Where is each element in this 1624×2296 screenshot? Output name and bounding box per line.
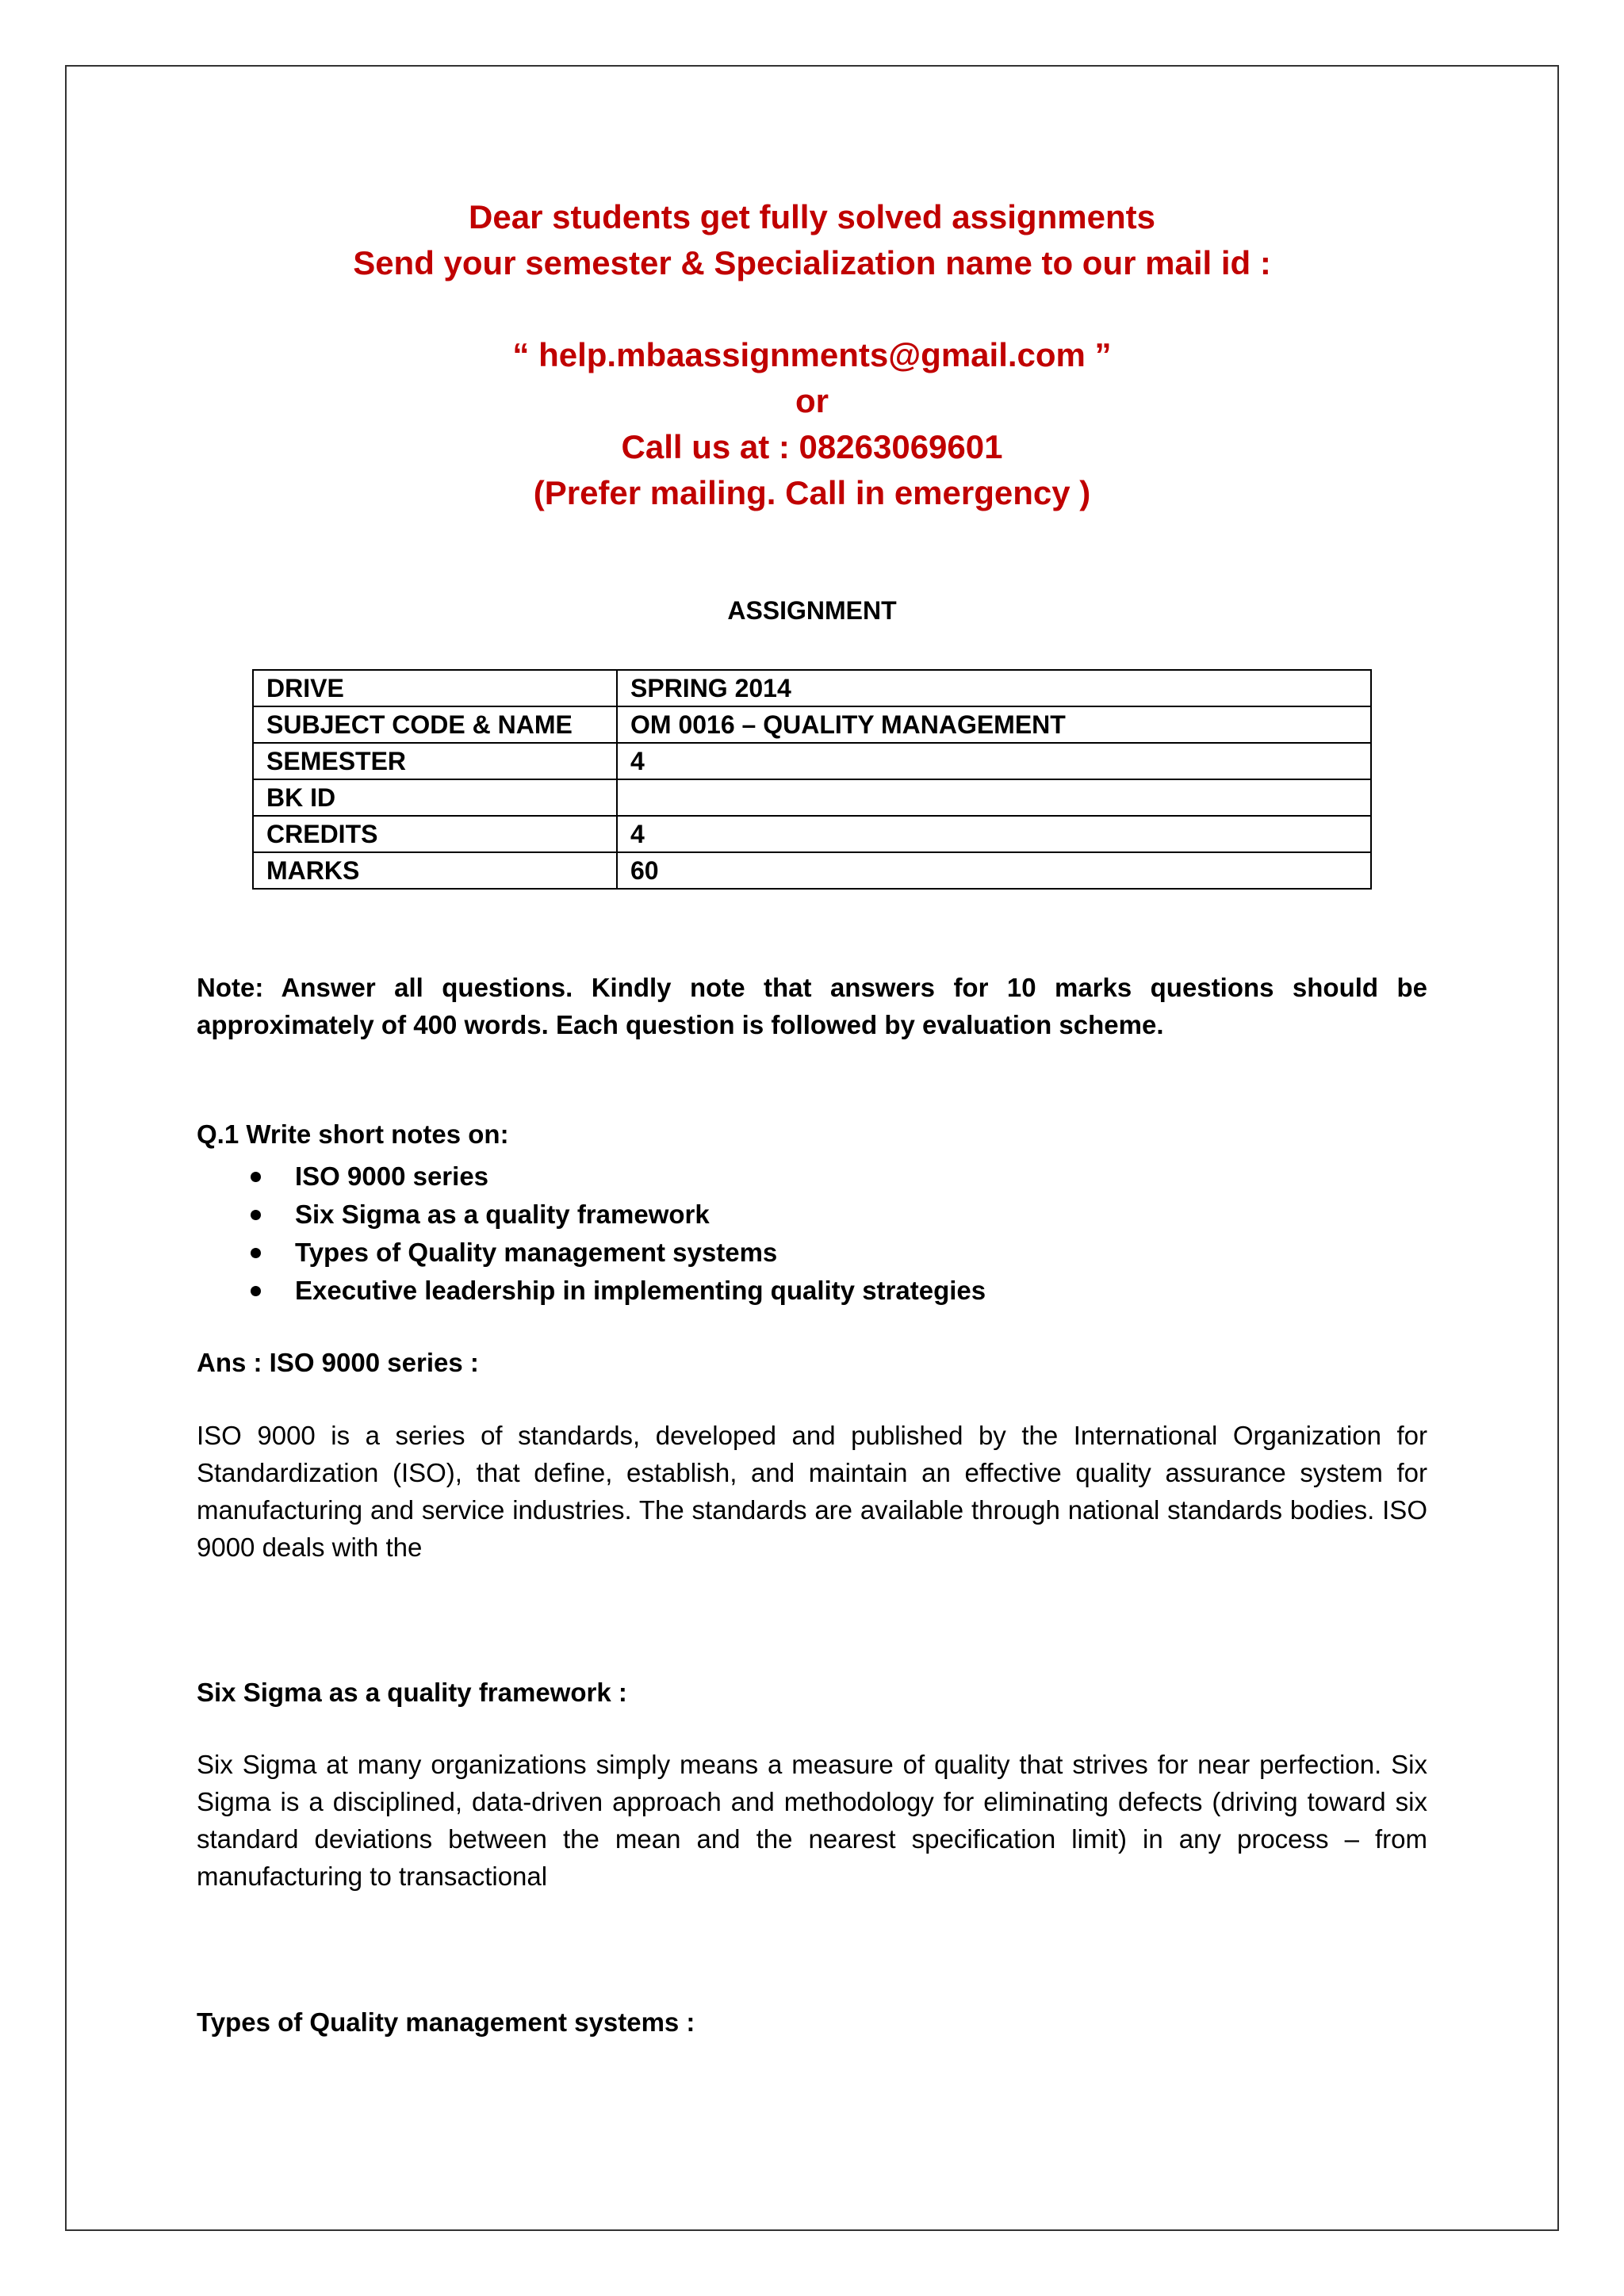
six-sigma-heading: Six Sigma as a quality framework : <box>197 1678 627 1707</box>
table-value-cell: SPRING 2014 <box>617 670 1371 706</box>
table-row <box>253 852 1371 889</box>
list-item-text: Types of Quality management systems <box>295 1238 778 1267</box>
promo-or: or <box>795 382 829 419</box>
assignment-info-table <box>252 669 1372 890</box>
list-item <box>197 1272 986 1310</box>
promo-header <box>65 194 1559 516</box>
table-row <box>253 706 1371 743</box>
question-1-bullet-list <box>197 1158 986 1310</box>
bullet-icon <box>251 1172 261 1182</box>
assignment-title: ASSIGNMENT <box>727 596 897 625</box>
bullet-icon <box>251 1286 261 1296</box>
table-key-cell: MARKS <box>253 852 617 889</box>
table-key-cell: SEMESTER <box>253 743 617 779</box>
table-value-cell <box>617 779 1371 816</box>
list-item-text: Executive leadership in implementing quality strategies <box>295 1276 986 1305</box>
list-item <box>197 1158 986 1196</box>
table-row <box>253 779 1371 816</box>
answer-heading: Ans : ISO 9000 series : <box>197 1348 479 1377</box>
list-item-text: ISO 9000 series <box>295 1161 489 1191</box>
table-value-cell: 4 <box>617 743 1371 779</box>
table-key-cell: CREDITS <box>253 816 617 852</box>
table-key-cell: DRIVE <box>253 670 617 706</box>
bullet-icon <box>251 1210 261 1220</box>
qms-heading: Types of Quality management systems : <box>197 2007 695 2037</box>
table-row <box>253 816 1371 852</box>
promo-prefer-note: (Prefer mailing. Call in emergency ) <box>533 474 1091 511</box>
list-item <box>197 1234 986 1272</box>
table-value-cell: 4 <box>617 816 1371 852</box>
table-key-cell: SUBJECT CODE & NAME <box>253 706 617 743</box>
bullet-icon <box>251 1248 261 1258</box>
promo-line-2: Send your semester & Specialization name to our mail id : <box>353 244 1271 281</box>
promo-line-1: Dear students get fully solved assignments <box>469 198 1155 235</box>
promo-phone: Call us at : 08263069601 <box>621 428 1003 465</box>
table-row <box>253 670 1371 706</box>
six-sigma-paragraph: Six Sigma at many organizations simply means a measure of quality that strives for near perfection. Six Sigma is a disciplined, data-driven approach and methodology for eliminating defects (driving toward six standard deviations between the mean and the nearest specification limit) in any process – from manufacturing to transactional <box>197 1750 1427 1891</box>
list-item <box>197 1196 986 1234</box>
table-value-cell: 60 <box>617 852 1371 889</box>
instructions-note: Note: Answer all questions. Kindly note that answers for 10 marks questions should be approximately of 400 words. Each question is followed by evaluation scheme. <box>197 973 1427 1039</box>
list-item-text: Six Sigma as a quality framework <box>295 1200 710 1229</box>
question-1-title: Q.1 Write short notes on: <box>197 1119 509 1149</box>
table-row <box>253 743 1371 779</box>
iso-9000-paragraph: ISO 9000 is a series of standards, developed and published by the International Organization for Standardization (ISO), that define, establish, and maintain an effective quality assurance system for manufacturing and service industries. The standards are available through national standards bodies. ISO 9000 deals with the <box>197 1421 1427 1562</box>
table-value-cell: OM 0016 – QUALITY MANAGEMENT <box>617 706 1371 743</box>
table-key-cell: BK ID <box>253 779 617 816</box>
promo-email: “ help.mbaassignments@gmail.com ” <box>512 336 1112 373</box>
promo-gap <box>65 286 1559 332</box>
